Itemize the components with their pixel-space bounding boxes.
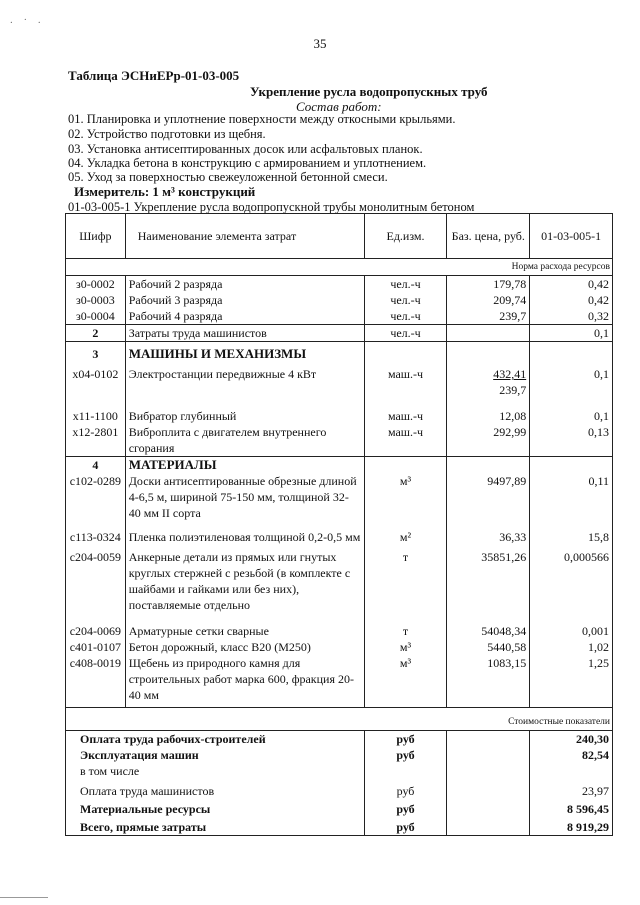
scan-mark [0, 897, 48, 898]
work-item: 01. Планировка и уплотнение поверхности между откосными крыльями. [68, 112, 456, 126]
work-item: 03. Установка антисептированных досок или асфальтовых планок. [68, 142, 423, 156]
table-row: х11-1100 Вибратор глубинный маш.-ч 12,08 0,1 [66, 398, 613, 424]
cost-row: Материальные ресурсы руб 8 596,45 [66, 799, 613, 817]
table-row: х04-0102 Электростанции передвижные 4 кВт маш.-ч 432,41 239,7 0,1 [66, 362, 613, 398]
col-norm: 01-03-005-1 [530, 214, 613, 259]
table-row: с401-0107 Бетон дорожный, класс В20 (М250) м³ 5440,58 1,02 [66, 639, 613, 655]
col-price: Баз. цена, руб. [447, 214, 530, 259]
table-row: с204-0069 Арматурные сетки сварные т 54048,34 0,001 [66, 613, 613, 639]
cost-row: Оплата труда машинистов руб 23,97 [66, 779, 613, 799]
section-row: 3 МАШИНЫ И МЕХАНИЗМЫ [66, 342, 613, 363]
table-row: з0-0004 Рабочий 4 разряда чел.-ч 239,7 0,32 [66, 308, 613, 325]
cost-row: Всего, прямые затраты руб 8 919,29 [66, 817, 613, 836]
measure-unit: Измеритель: 1 м³ конструкций [74, 184, 256, 199]
work-item: 02. Устройство подготовки из щебня. [68, 127, 266, 141]
table-row: с102-0289 Доски антисептированные обрезные длиной 4-6,5 м, шириной 75-150 мм, толщиной 32-40 мм II сорта м³ 9497,89 0,11 [66, 473, 613, 521]
table-row: з0-0002 Рабочий 2 разряда чел.-ч 179,78 0,42 [66, 276, 613, 293]
table-row: з0-0003 Рабочий 3 разряда чел.-ч 209,74 0,42 [66, 292, 613, 308]
norm-caption: Норма расхода ресурсов [66, 259, 613, 276]
table-row: х12-2801 Виброплита с двигателем внутреннего сгорания маш.-ч 292,99 0,13 [66, 424, 613, 457]
table-row: с408-0019 Щебень из природного камня для строительных работ марка 600, фракция 20-40 мм м³ 1083,15 1,25 [66, 655, 613, 708]
section-row: 4 МАТЕРИАЛЫ [66, 457, 613, 474]
work-item: 05. Уход за поверхностью свежеуложенной бетонной смеси. [68, 170, 388, 184]
norms-table [65, 213, 613, 836]
table-row: 2 Затраты труда машинистов чел.-ч 0,1 [66, 325, 613, 342]
cost-row: Эксплуатация машин руб 82,54 [66, 747, 613, 763]
col-unit: Ед.изм. [364, 214, 447, 259]
cost-row: в том числе [66, 763, 613, 779]
table-row: с113-0324 Пленка полиэтиленовая толщиной 0,2-0,5 мм м² 36,33 15,8 [66, 521, 613, 545]
document-title: Укрепление русла водопропускных труб [250, 84, 488, 99]
table-row: с204-0059 Анкерные детали из прямых или гнутых круглых стержней с резьбой (в комплекте с шайбами и гайками или без них), поставляемые отдельно т 35851,26 0,000566 [66, 545, 613, 613]
col-code: Шифр [66, 214, 126, 259]
work-item: 04. Укладка бетона в конструкцию с армированием и уплотнением. [68, 156, 427, 170]
cost-caption: Стоимостные показатели [66, 708, 613, 731]
table-subtitle: 01-03-005-1 Укрепление русла водопропускной трубы монолитным бетоном [68, 200, 475, 214]
table-name: Таблица ЭСНиЕРр-01-03-005 [68, 68, 240, 83]
composition-label: Состав работ: [296, 99, 382, 114]
cost-row: Оплата труда рабочих-строителей руб 240,30 [66, 731, 613, 748]
col-name: Наименование элемента затрат [125, 214, 364, 259]
scan-dots: . · . [10, 14, 45, 26]
page-number: 35 [313, 36, 327, 51]
table-header-row [66, 214, 613, 259]
